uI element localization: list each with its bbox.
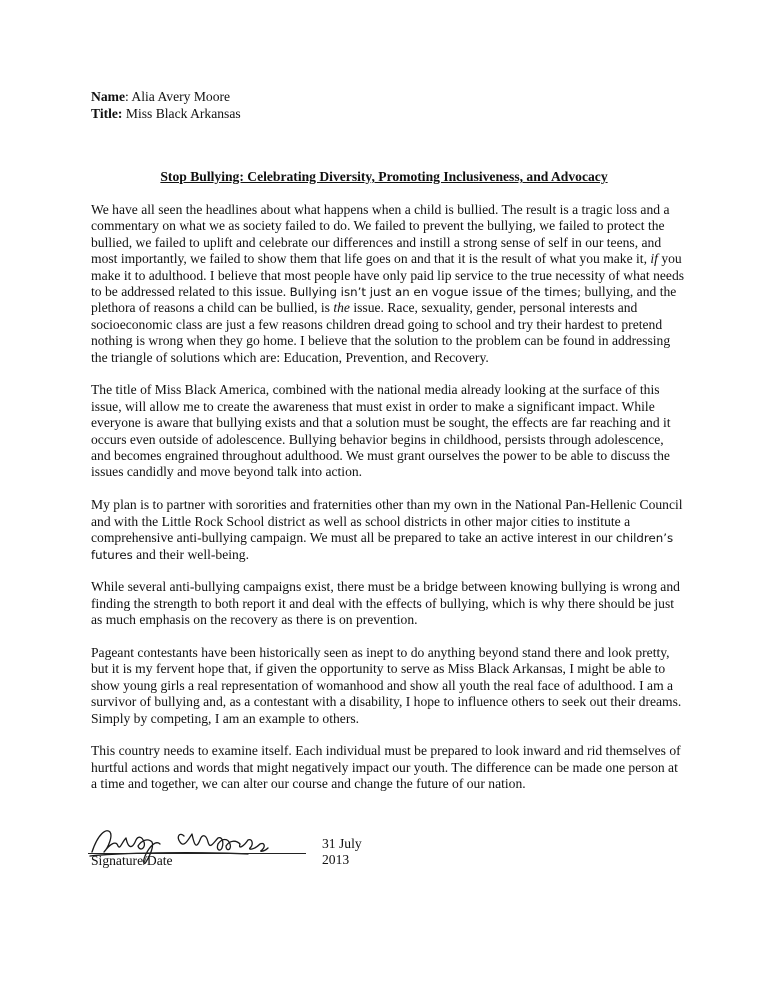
essay-title: Stop Bullying: Celebrating Diversity, Promoting Inclusiveness, and Advocacy [160,169,608,184]
title-line [91,106,241,123]
paragraph-4: While several anti-bullying campaigns exist, there must be a bridge between knowing bullying is wrong and finding the strength to both report it and deal with the effects of bullying, which is why there should be just as much emphasis on the recovery as there is on prevention. [91,579,680,628]
title-label: Title: [91,105,123,121]
p3-text-a: My plan is to partner with sororities and fraternities other than my own in the National Pan-Hellenic Council and with the Little Rock School district as well as school districts in other major cities to institute a comprehensive anti-bullying campaign. We must all be prepared to take an active interest in our [91,497,683,546]
name-line [91,89,241,106]
p1-italic-if: if [650,251,658,267]
p1-italic-the: the [333,300,350,316]
title-value: Miss Black Arkansas [122,105,241,121]
paragraph-2: The title of Miss Black America, combined with the national media already looking at the surface of this issue, will allow me to create the awareness that must exist in order to make a significant impact. While everyone is aware that bullying exists and that a solution must be sought, the effects are far reaching and it occurs even outside of adolescence. Bullying behavior begins in childhood, persists through adolescence, and becomes engrained throughout adulthood. We must grant ourselves the power to be able to discuss the issues candidly and move beyond talk into action. [91,382,671,480]
p1-text-e: issue. Race, sexuality, gender, personal interests and socioeconomic class are just a few reasons children dread going to school and try their hardest to pretend nothing is wrong when they go home. I believe that the solution to the problem can be found in addressing the triangle of solutions which are: Education, Prevention, and Recovery. [91,300,671,365]
paragraph-6: This country needs to examine itself. Each individual must be prepared to look inward and rid themselves of hurtful actions and words that might negatively impact our youth. The difference can be made one person at a time and together, we can alter our course and change the future of our nation. [91,743,681,792]
p1-text-d: bullying, and the plethora of reasons a child can be bullied, is [91,284,677,316]
paragraph-3 [91,497,686,563]
p1-text-b: you make it to adulthood. I believe that most people have only paid lip service to the true necessity of what needs to be addressed related to this issue. [91,251,685,300]
p3-text-b: children’s futures [91,531,674,562]
essay-body [91,202,686,809]
p1-text-a: We have all seen the headlines about what happens when a child is bullied. The result is a tragic loss and a commentary on what we as society failed to do. We failed to prevent the bullying, we failed to protect the bullied, we failed to uplift and celebrate our differences and instill a strong sense of self in our teens, and most importantly, we failed to show them that life goes on and that it is the result of what you make it, [91,202,670,267]
p1-text-c: Bullying isn’t just an en vogue issue of the times; [289,285,582,300]
name-label: Name [91,89,125,104]
signature-block [88,822,388,872]
name-value: : Alia Avery Moore [124,89,231,104]
paragraph-5: Pageant contestants have been historically seen as inept to do anything beyond stand there and look pretty, but it is my fervent hope that, if given the opportunity to serve as Miss Black Arkansas, I might be able to show young girls a real representation of womanhood and show all youth the real face of adulthood. I am a survivor of bullying and, as a contestant with a disability, I hope to influence others to seek out their dreams. Simply by competing, I am an example to others. [91,644,682,726]
header-block [91,89,241,122]
paragraph-1 [91,202,686,366]
signature-label: Signature/Date [91,853,173,868]
p3-text-c: and their well-being. [132,546,249,562]
signature-date: 31 July 2013 [322,836,362,867]
